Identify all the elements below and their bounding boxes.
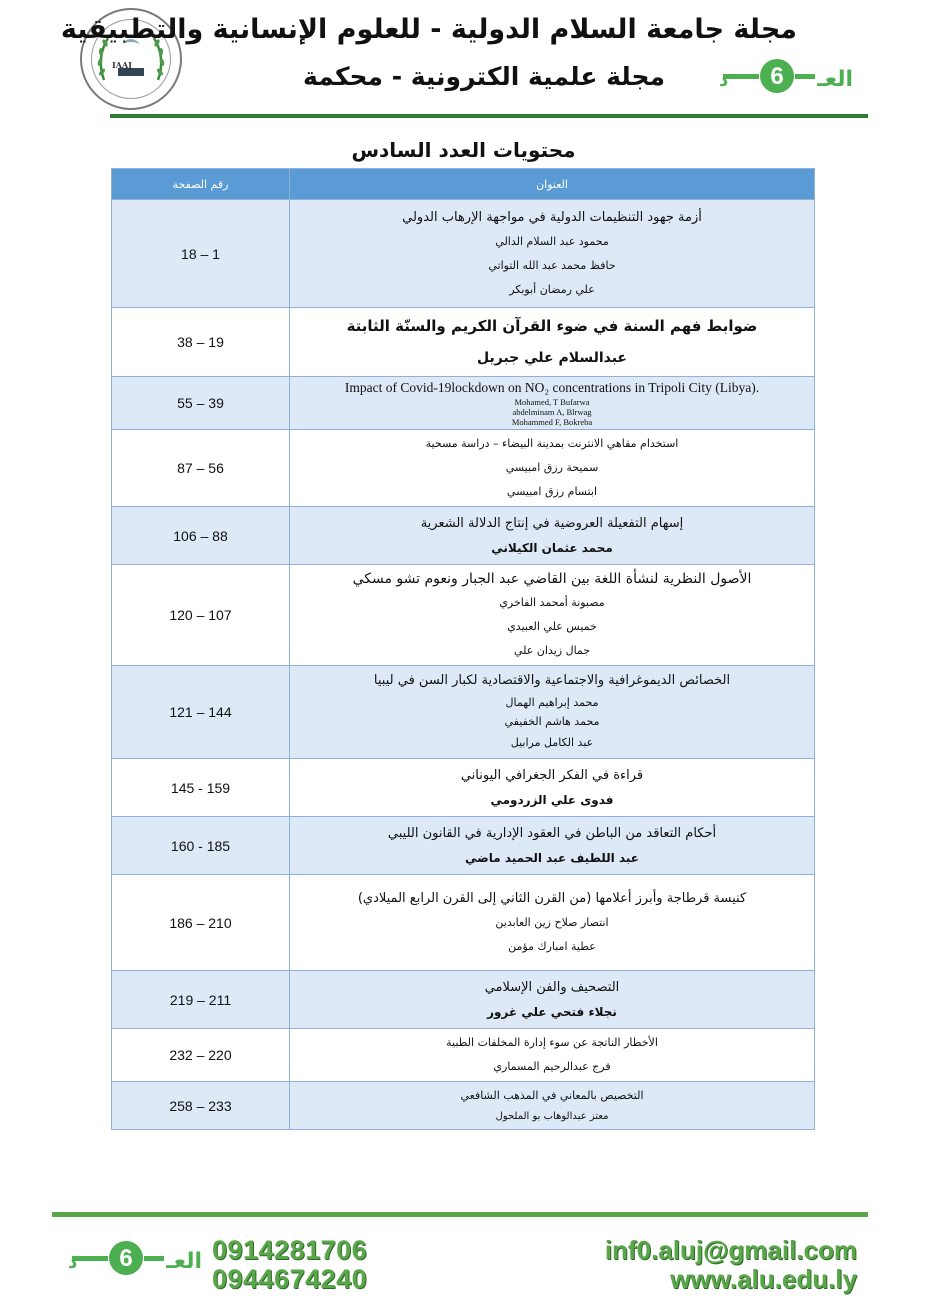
article-cell [290, 308, 815, 377]
article-cell [290, 817, 815, 875]
contents-table [111, 168, 815, 1130]
article-title: إسهام التفعيلة العروضية في إنتاج الدلالة الشعرية [420, 515, 684, 531]
article-author: علي رمضان أبوبكر [509, 282, 595, 296]
column-header-title: العنوان [290, 169, 815, 200]
phone-number[interactable]: 0944674240 [212, 1264, 368, 1294]
article-cell [290, 875, 815, 971]
page-range: 121 – 144 [112, 666, 290, 759]
article-author: انتصار صلاح زين العابدين [495, 915, 609, 929]
article-title: استخدام مقاهي الانترنت بمدينة البيضاء – دراسة مسحية [425, 437, 679, 450]
header-divider [110, 114, 868, 118]
website-link[interactable]: www.alu.edu.ly [670, 1264, 857, 1294]
article-author: عطية امبارك مؤمن [508, 939, 596, 953]
table-row [112, 507, 815, 565]
footer-issue-logo [66, 1236, 206, 1280]
table-row [112, 430, 815, 507]
svg-text:6: 6 [119, 1245, 133, 1272]
article-author: abdelminam A, Blrwag [512, 407, 592, 417]
article-title: الخصائص الديموغرافية والاجتماعية والاقتصادية لكبار السن في ليبيا [373, 673, 731, 688]
table-row [112, 759, 815, 817]
article-cell [290, 507, 815, 565]
table-row [112, 377, 815, 430]
article-cell [290, 200, 815, 308]
article-title: كنيسة قرطاجة وأبرز أعلامها (من القرن الثاني إلى القرن الرابع الميلادي) [357, 890, 747, 906]
article-author: محمود عبد السلام الدالي [495, 234, 609, 248]
article-title: الأصول النظرية لنشأة اللغة بين القاضي عبد الجبار ونعوم تشو مسكي [352, 571, 752, 587]
svg-text:د: د [68, 1252, 78, 1273]
article-title: الأخطار الناتجة عن سوء إدارة المخلفات الطبية [446, 1036, 658, 1049]
article-author: فدوى علي الزردومي [490, 792, 614, 807]
phone-number[interactable]: 0914281706 [212, 1235, 368, 1265]
article-title: أزمة جهود التنظيمات الدولية في مواجهة الإرهاب الدولي [402, 209, 702, 225]
article-author: فرج عبدالرحيم المسماري [493, 1060, 611, 1073]
article-author: Mohammed F, Bokreba [511, 417, 593, 427]
article-title: التصحيف والفن الإسلامي [484, 979, 620, 995]
column-header-pages: رقم الصفحة [112, 169, 290, 200]
article-cell [290, 1029, 815, 1082]
table-row [112, 565, 815, 666]
article-author: سميحة رزق امبيسي [505, 461, 599, 474]
email-link[interactable]: inf0.aluj@gmail.com [604, 1235, 857, 1265]
svg-text:د: د [719, 70, 729, 91]
article-author: محمد هاشم الخفيفي [504, 715, 600, 728]
article-author: نجلاء فتحي علي غرور [487, 1004, 617, 1019]
article-author: عبدالسلام علي جبريل [476, 350, 627, 366]
page-range: 145 - 159 [112, 759, 290, 817]
journal-title: مجلة جامعة السلام الدولية - للعلوم الإنسانية والتطبيقية [60, 14, 797, 45]
table-header-row [112, 169, 815, 200]
table-row [112, 308, 815, 377]
table-row [112, 666, 815, 759]
article-cell [290, 430, 815, 507]
article-cell [290, 759, 815, 817]
article-title: التخصيص بالمعاني في المذهب الشافعي [460, 1088, 644, 1102]
table-row [112, 817, 815, 875]
svg-text:6: 6 [770, 63, 784, 90]
page-range: 258 – 233 [112, 1082, 290, 1130]
article-title: أحكام التعاقد من الباطن في العقود الإدارية في القانون الليبي [387, 825, 717, 841]
logo-text: IAAJ [112, 60, 132, 70]
article-title: قراءة في الفكر الجغرافي اليوناني [460, 767, 644, 783]
article-title: Impact of Covid-19lockdown on NO₂ concentrations in Tripoli City (Libya). [344, 380, 760, 395]
table-row [112, 875, 815, 971]
page-range: 232 – 220 [112, 1029, 290, 1082]
article-author: مصبونة أمحمد الفاخري [499, 596, 605, 609]
contents-title: محتويات العدد السادس [351, 138, 576, 162]
page-range: 186 – 210 [112, 875, 290, 971]
article-author: Mohamed, T Bufarwa [514, 397, 590, 407]
article-author: ابتسام رزق امبيسي [506, 485, 598, 498]
article-author: عبد الكامل مرابيل [510, 736, 594, 749]
page-range: 219 – 211 [112, 971, 290, 1029]
article-cell [290, 565, 815, 666]
phone-numbers [212, 1236, 367, 1294]
table-row [112, 200, 815, 308]
footer-divider [52, 1212, 868, 1217]
issue-logo [717, 54, 857, 98]
article-title: ضوابط فهم السنة في ضوء القرآن الكريم والسنّة الثابتة [346, 317, 758, 335]
article-cell [290, 1082, 815, 1130]
page-range: 18 – 1 [112, 200, 290, 308]
page-range: 55 – 39 [112, 377, 290, 430]
article-author: جمال زيدان علي [513, 644, 591, 657]
page-range: 120 – 107 [112, 565, 290, 666]
contact-info [605, 1236, 857, 1294]
page-range: 160 - 185 [112, 817, 290, 875]
article-cell [290, 377, 815, 430]
svg-text:العـ: العـ [817, 67, 853, 92]
article-author: عبد اللطيف عبد الحميد ماضي [465, 850, 639, 865]
table-row [112, 1082, 815, 1130]
table-row [112, 971, 815, 1029]
article-author: محمد عثمان الكيلاني [491, 540, 613, 555]
article-author: معتز عبدالوهاب بو الملحول [495, 1110, 609, 1122]
article-cell [290, 971, 815, 1029]
article-author: محمد إبراهيم الهمال [505, 696, 599, 709]
journal-subtitle: مجلة علمية الكترونية - محكمة [303, 62, 665, 91]
article-author: حافظ محمد عبد الله التواتي [488, 258, 616, 272]
page-range: 38 – 19 [112, 308, 290, 377]
table-row [112, 1029, 815, 1082]
article-cell [290, 666, 815, 759]
svg-text:العـ: العـ [166, 1249, 202, 1274]
page-range: 87 – 56 [112, 430, 290, 507]
page-range: 106 – 88 [112, 507, 290, 565]
article-author: خميس علي العبيدي [507, 620, 597, 633]
